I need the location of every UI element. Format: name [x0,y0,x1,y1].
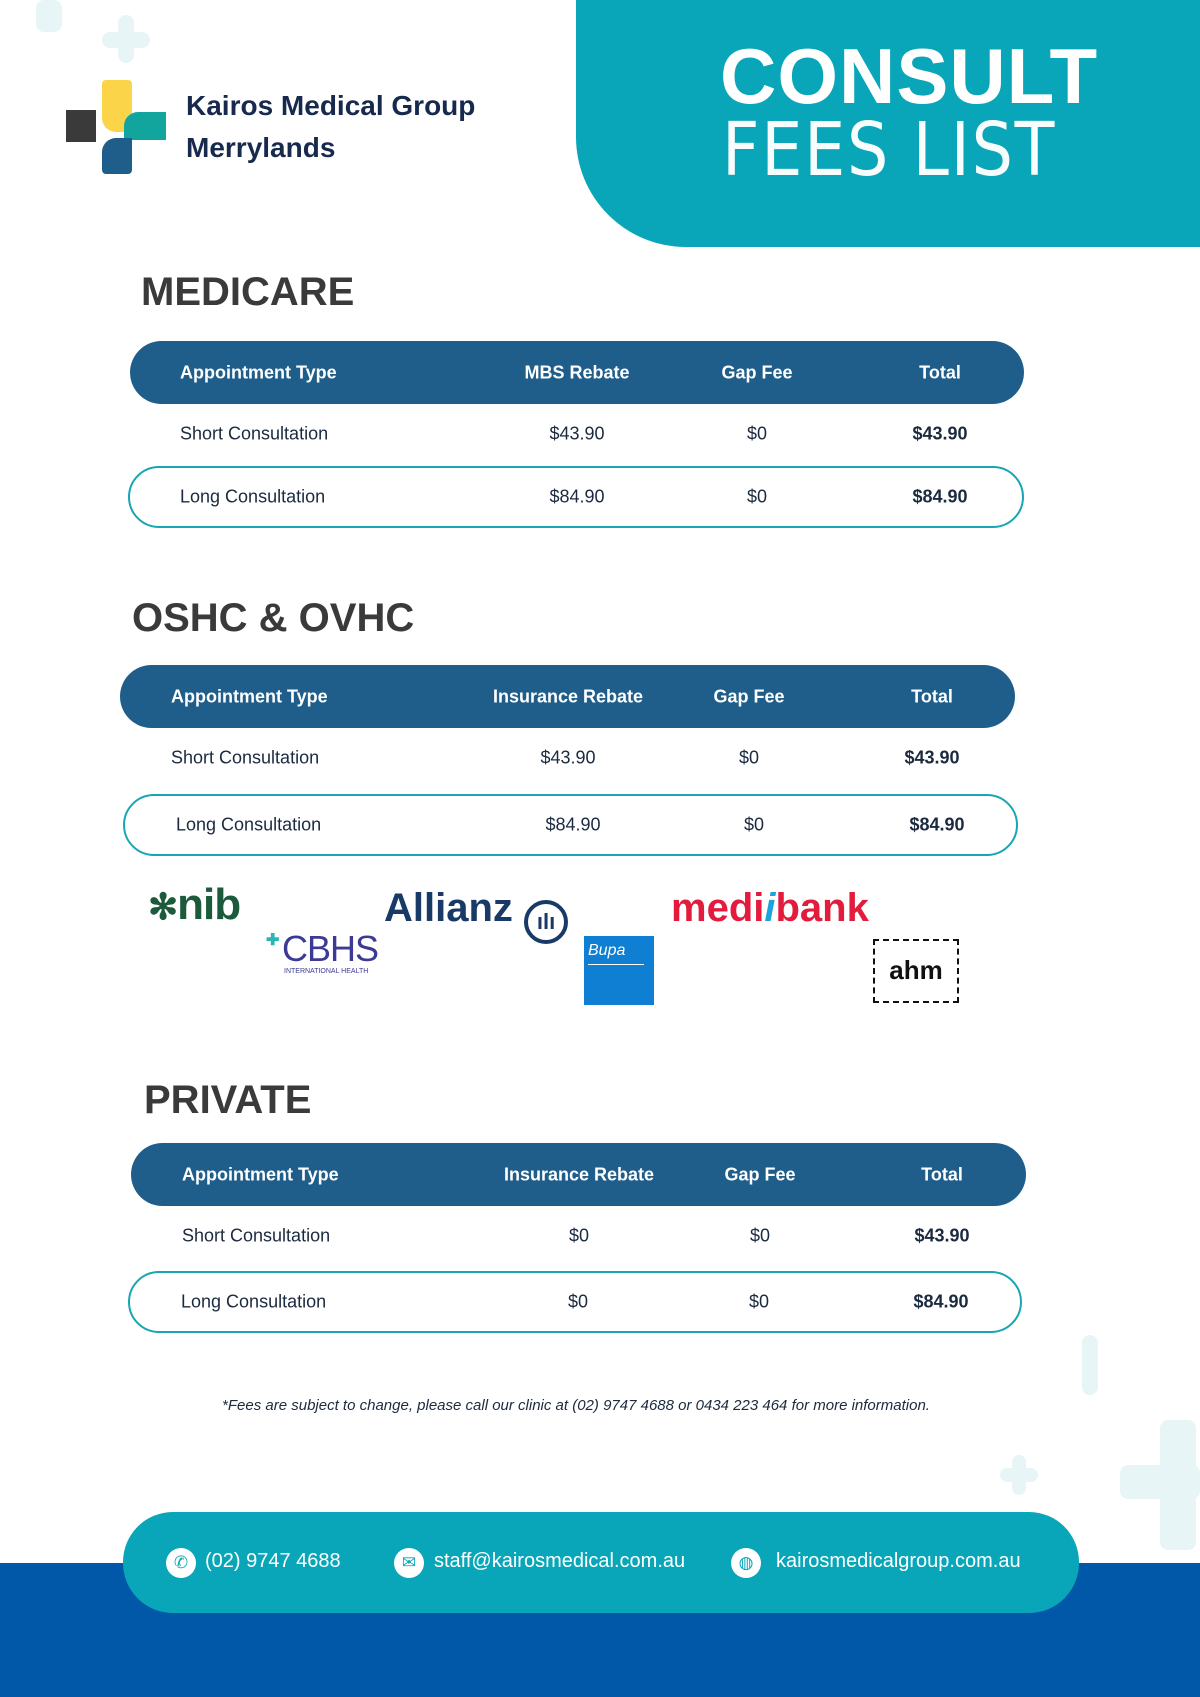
column-header: Gap Fee [724,1164,796,1184]
table-cell: $43.90 [549,423,605,444]
table-cell: $43.90 [904,747,960,768]
section-medicare-heading: MEDICARE [141,270,355,314]
table-cell: $84.90 [909,814,965,835]
column-header: Appointment Type [171,686,328,706]
contact-phone[interactable]: (02) 9747 4688 [205,1550,341,1572]
table-cell: $43.90 [540,747,596,768]
bupa-logo: Bupa [584,936,654,1005]
column-header: Gap Fee [721,362,793,382]
footnote: *Fees are subject to change, please call our clinic at (02) 9747 4688 or 0434 223 464 for more information. [222,1397,930,1414]
table-cell: Long Consultation [181,1291,327,1312]
decorative-cross [1000,1468,1038,1482]
logo-icon [62,78,166,174]
page-subtitle: FEES LIST [722,107,1057,193]
table-cell: $84.90 [913,1291,969,1312]
table-row [130,403,1024,465]
column-header: Total [911,686,953,706]
section-oshc-ovhc-heading: OSHC & OVHC [132,596,415,640]
table-row [120,727,1015,789]
brand-line2: Merrylands [186,132,336,163]
contact-email[interactable]: staff@kairosmedical.com.au [434,1550,686,1572]
table-cell: $0 [568,1225,590,1246]
cbhs-logo: ✚ CBHS INTERNATIONAL HEALTH [266,928,379,975]
table-cell: $0 [746,486,768,507]
table-cell: $0 [749,1225,771,1246]
table-cell: Short Consultation [180,423,329,444]
section-private-table-header [131,1143,1026,1206]
brand-line1: Kairos Medical Group [186,90,476,121]
column-header: Appointment Type [180,362,337,382]
nib-logo: ✻nib [148,880,241,929]
column-header: MBS Rebate [524,362,630,382]
table-cell: $0 [748,1291,770,1312]
column-header: Appointment Type [182,1164,339,1184]
decorative-cross [1082,1335,1098,1395]
section-private-heading: PRIVATE [144,1078,312,1122]
table-row [128,1271,1022,1333]
phone-icon: ✆ [166,1548,196,1578]
section-medicare-table-header [130,341,1024,404]
table-cell: Long Consultation [176,814,322,835]
table-row [123,794,1018,856]
table-cell: $43.90 [914,1225,970,1246]
allianz-logo: Allianz ılı [384,886,568,944]
column-header: Insurance Rebate [492,686,644,706]
contact-website[interactable]: kairosmedicalgroup.com.au [776,1550,1021,1572]
table-cell: Long Consultation [180,486,326,507]
decorative-cross [102,32,150,48]
globe-icon: ◍ [731,1548,761,1578]
table-cell: Short Consultation [171,747,320,768]
table-cell: $0 [746,423,768,444]
column-header: Gap Fee [713,686,785,706]
email-icon: ✉ [394,1548,424,1578]
table-cell: $0 [743,814,765,835]
decorative-cross [36,0,62,32]
column-header: Total [919,362,961,382]
table-cell: $0 [738,747,760,768]
table-cell: $84.90 [545,814,601,835]
table-cell: $0 [567,1291,589,1312]
table-cell: Short Consultation [182,1225,331,1246]
brand-name [186,85,475,169]
table-row [128,466,1024,528]
table-cell: $84.90 [912,486,968,507]
column-header: Insurance Rebate [503,1164,655,1184]
medibank-logo: mediibank [671,886,869,930]
ahm-logo: ahm [873,939,959,1003]
table-row [131,1205,1026,1267]
section-oshc-ovhc-table-header [120,665,1015,728]
column-header: Total [921,1164,963,1184]
table-cell: $84.90 [549,486,605,507]
page-title: CONSULT [720,32,1099,120]
table-cell: $43.90 [912,423,968,444]
decorative-cross [1120,1465,1200,1499]
